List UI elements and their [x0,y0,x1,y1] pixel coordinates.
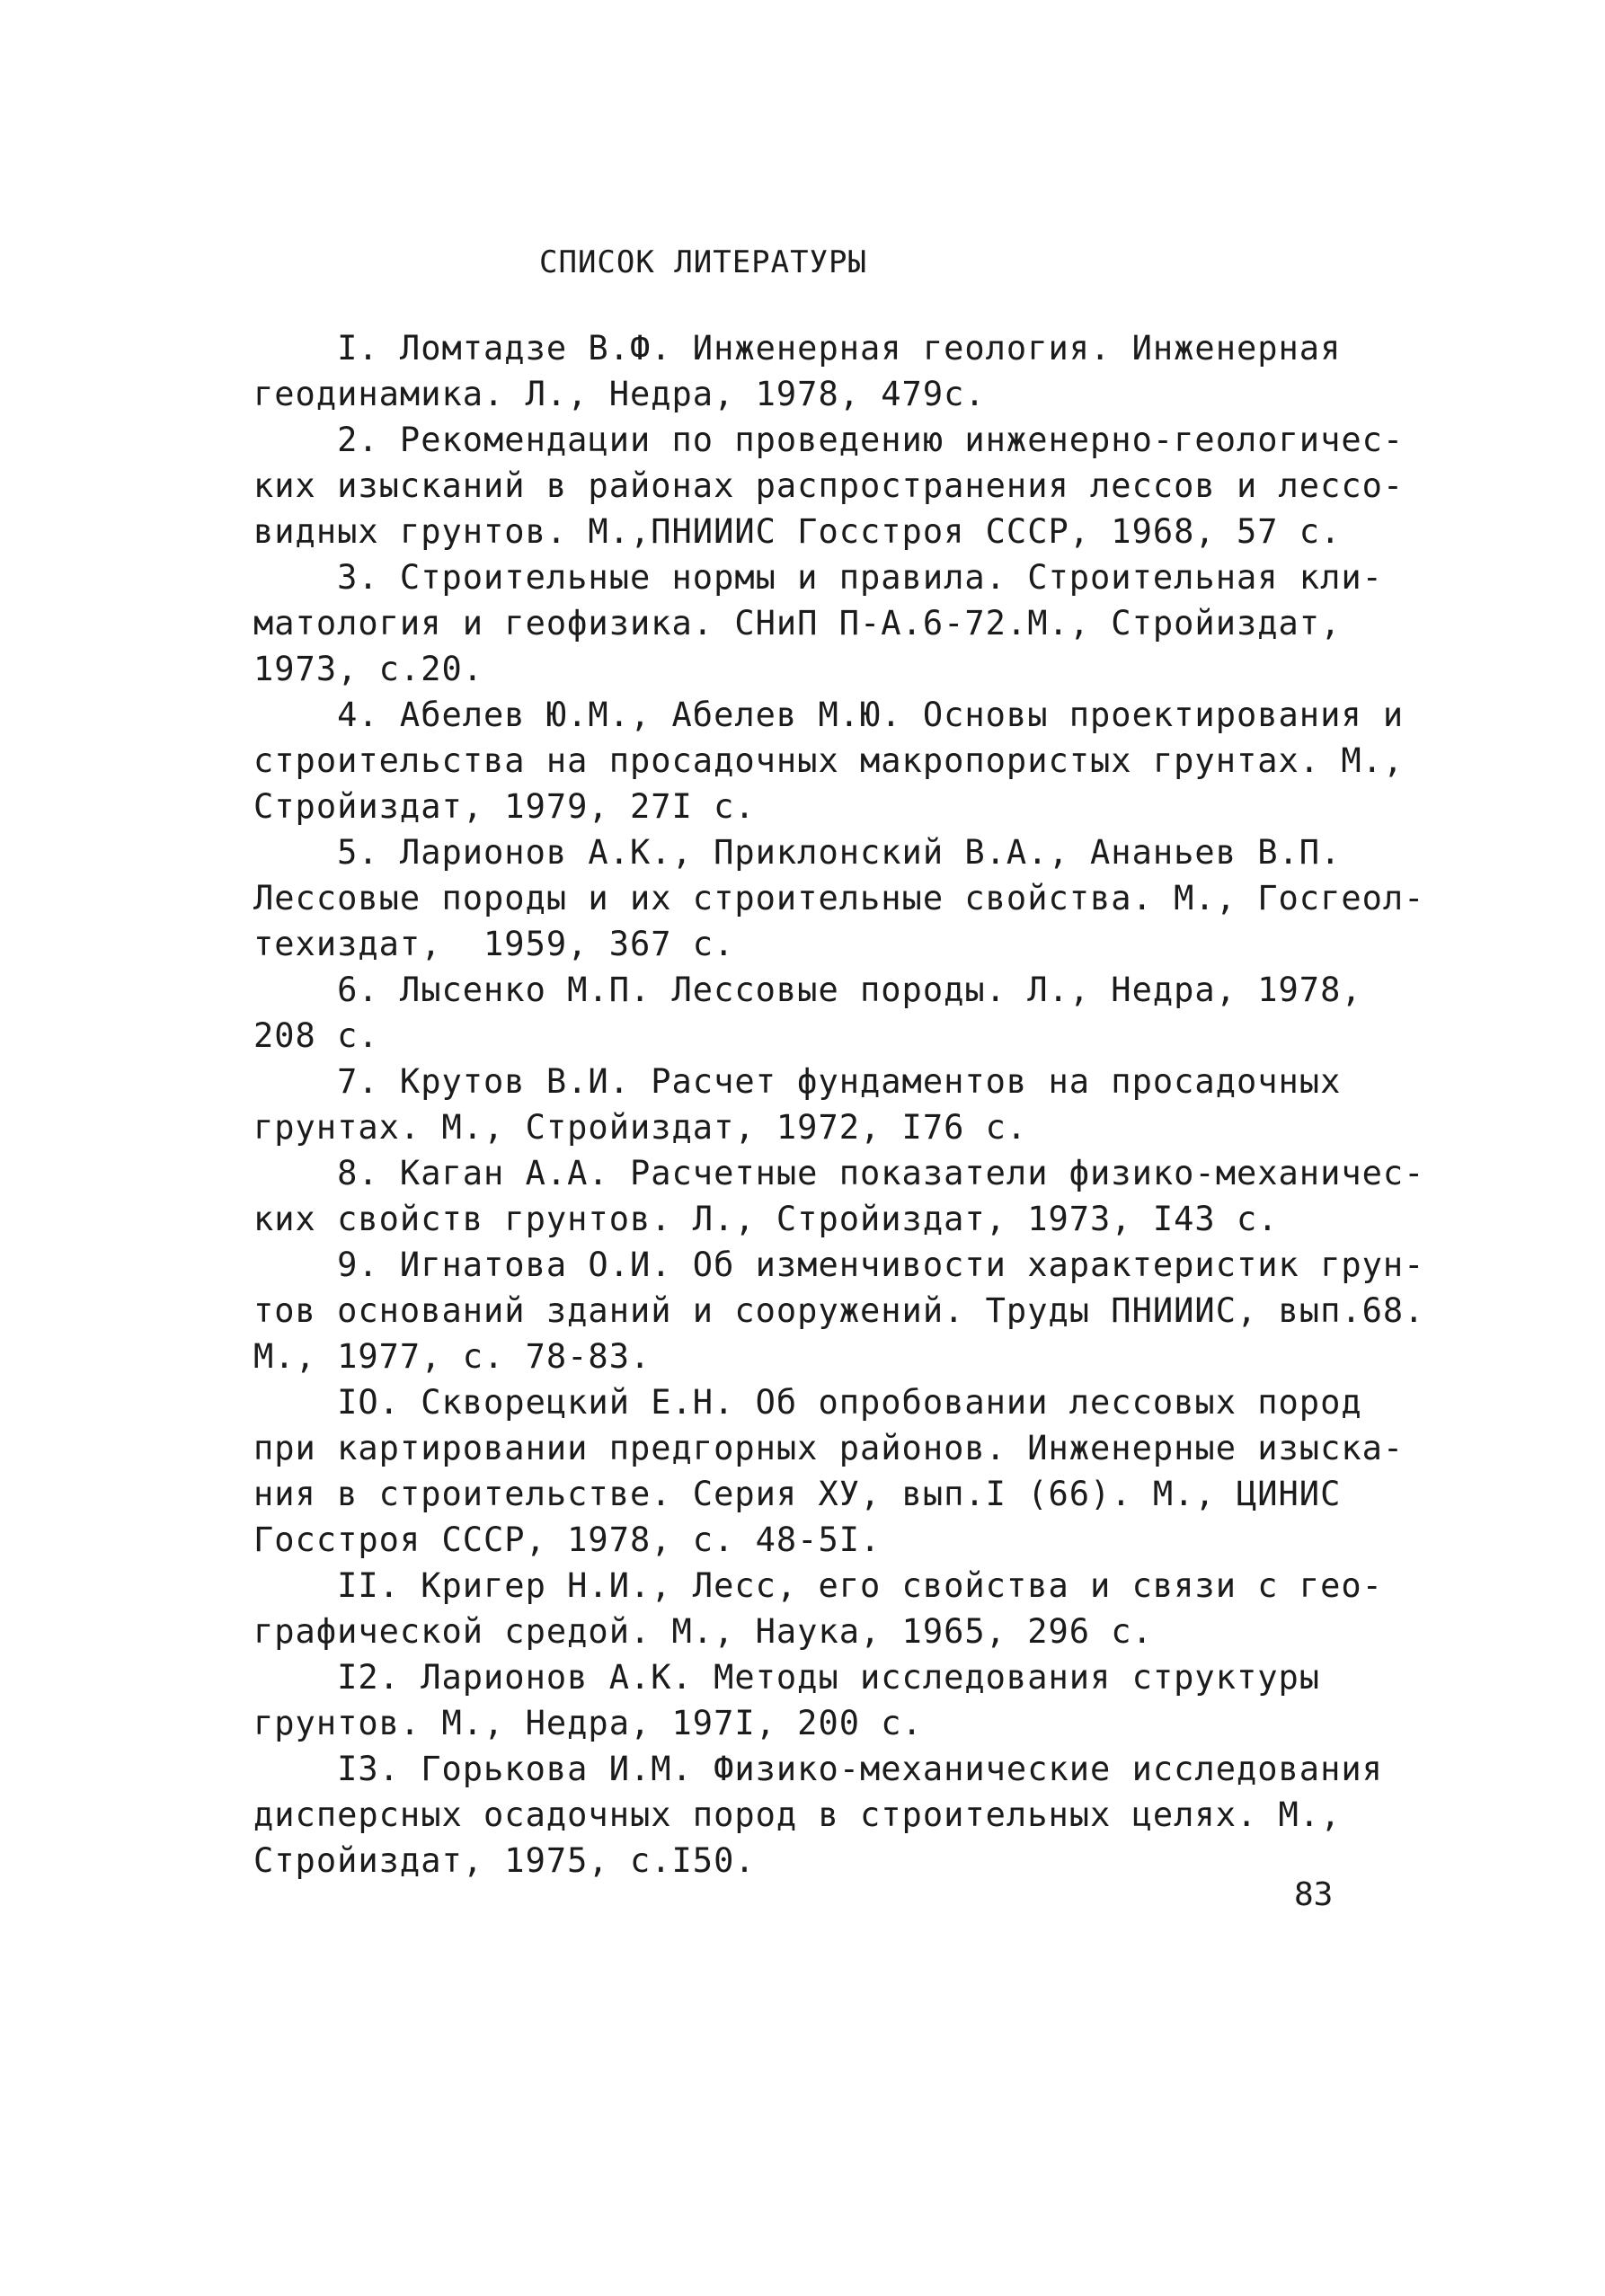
text-line: техиздат, 1959, 367 с. [253,925,735,963]
text-line: при картировании предгорных районов. Инженерные изыска- [253,1429,1405,1467]
text-line: ких свойств грунтов. Л., Стройиздат, 1973, I43 с. [253,1200,1279,1238]
text-line: IO. Скворецкий Е.Н. Об опробовании лессовых пород [253,1383,1362,1422]
page-number: 83 [1294,1876,1334,1913]
text-line: грунтах. М., Стройиздат, 1972, I76 с. [253,1108,1028,1147]
text-line: ких изысканий в районах распространения лессов и лессо- [253,466,1405,505]
text-line: дисперсных осадочных пород в строительных целях. М., [253,1795,1342,1834]
text-line: 5. Ларионов А.К., Приклонский В.А., Ананьев В.П. [253,833,1342,872]
text-line: 4. Абелев Ю.М., Абелев М.Ю. Основы проектирования и [253,696,1405,734]
text-line: II. Кригер Н.И., Лесс, его свойства и связи с гео- [253,1566,1383,1605]
text-line: ния в строительстве. Серия XУ, вып.I (66). М., ЦИНИС [253,1475,1342,1513]
page-title: СПИСОК ЛИТЕРАТУРЫ [539,244,867,280]
text-line: Стройиздат, 1975, с.I50. [253,1841,756,1880]
text-line: тов оснований зданий и сооружений. Труды ПНИИИС, вып.68. [253,1291,1425,1330]
text-line: I2. Ларионов А.К. Методы исследования структуры [253,1658,1321,1697]
text-line: Лессовые породы и их строительные свойства. М., Госгеол- [253,879,1425,918]
text-line: 6. Лысенко М.П. Лессовые породы. Л., Недра, 1978, [253,971,1362,1009]
text-line: I. Ломтадзе В.Ф. Инженерная геология. Инженерная [253,329,1342,368]
text-line: 8. Каган А.А. Расчетные показатели физико-механичес- [253,1154,1425,1192]
text-line: видных грунтов. М.,ПНИИИС Госстроя СССР, 1968, 57 с. [253,512,1342,551]
text-line: 208 с. [253,1016,379,1055]
text-line: 7. Крутов В.И. Расчет фундаментов на просадочных [253,1062,1342,1101]
text-line: грунтов. М., Недра, 197I, 200 с. [253,1704,923,1742]
text-line: геодинамика. Л., Недра, 1978, 479с. [253,375,986,413]
text-line: Госстроя СССР, 1978, с. 48-5I. [253,1520,882,1559]
text-line: 2. Рекомендации по проведению инженерно-геологичес- [253,421,1405,459]
text-line: строительства на просадочных макропористых грунтах. М., [253,741,1405,780]
text-line: 1973, с.20. [253,650,484,688]
text-line: 9. Игнатова О.И. Об изменчивости характеристик грун- [253,1246,1425,1284]
text-line: I3. Горькова И.М. Физико-механические исследования [253,1750,1383,1788]
text-line: Стройиздат, 1979, 27I с. [253,787,756,826]
text-line: графической средой. М., Наука, 1965, 296 с. [253,1612,1153,1651]
text-line: матология и геофизика. СНиП П-А.6-72.М., Стройиздат, [253,604,1342,643]
text-line: М., 1977, с. 78-83. [253,1337,652,1376]
text-line: 3. Строительные нормы и правила. Строительная кли- [253,558,1383,597]
